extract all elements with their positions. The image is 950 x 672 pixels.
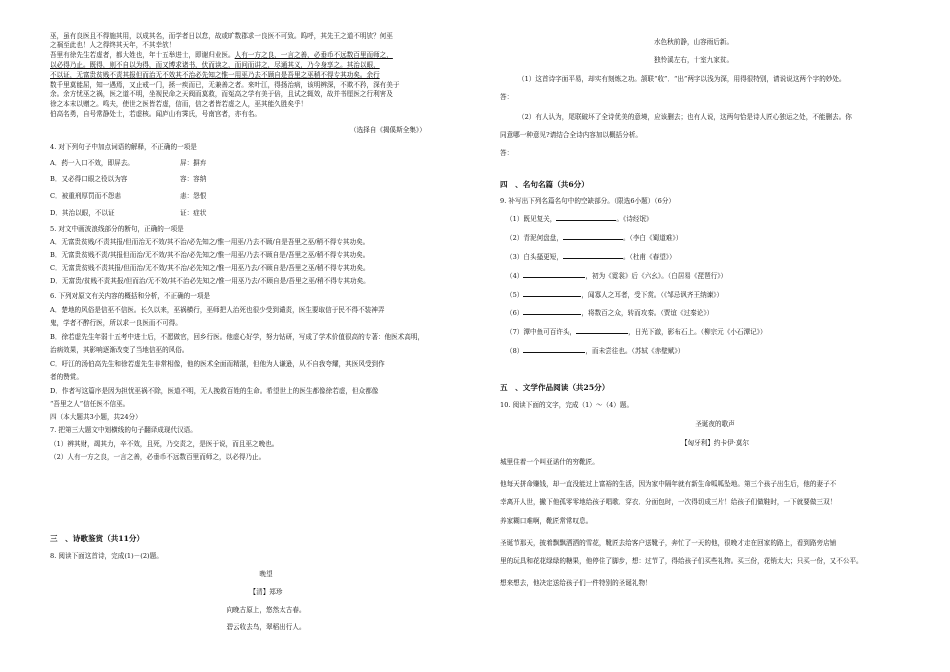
poem-line: 向晚古原上，悠然太古春。 [226, 606, 306, 614]
underlined-sentence: 人有一方之良，一言之善，必垂币不远数百里而师之， [234, 51, 393, 59]
q9-stem: 9. 补写出下列名篇名句中的空缺部分。（限选6小题）（6分） [500, 197, 676, 205]
fill-item: （2）青泥何盘盘， 。（李白《蜀道难》） [506, 234, 683, 242]
q4-option-b: B．又必得口眼之役以为容 容：容纳 [50, 175, 207, 183]
story-paragraph: 幸离开人世，撇下他孤零零地给孩子唱歌．穿衣．分面包时，一次得切成三片！给孩子们做鞋时，一下就要做三双！ [500, 498, 837, 506]
q6-option-line: 鬼，学者不醉行医，所以求一良医而不可得。 [50, 319, 182, 327]
answer-blank[interactable] [523, 308, 581, 315]
section-5-heading: 五 、文学作品阅读（共25分） [500, 383, 610, 392]
answer-label: 答： [500, 149, 514, 157]
story-title: 圣诞夜的歌声 [695, 420, 735, 428]
q4-stem: 4. 对下列句子中加点词语的解释，不正确的一项是 [50, 143, 197, 151]
q5-option-d: D．无富贵/贫贱不责其报/但而治/无不效/其不治必先知之/惟一用巫乃去/不顾自是/吾里之巫/稍不得专其功矣。 [50, 277, 370, 285]
q6-option-line: C．吁江的汤伯高先生和徐若虚先生非常相像，他的医术全面而精湛，但他为人谦逊，从不自我夸耀，其医风受到作 [50, 360, 385, 368]
q8-sub2-cont: 同意哪一种意见?请结合全诗内容加以概括分析。 [500, 131, 643, 139]
story-paragraph: 圣诞节那天，披着飘飘洒洒的雪花，靴匠去给客户送靴子，奔忙了一天的他，很晚才走在回家的路上，看到路旁店铺 [500, 539, 837, 547]
passage-line: 吾里有徐先生若虚者，都大姓也，年十五举进士，即谢归业医。人有一方之良，一言之善，必垂币不远数百里而师之， [50, 51, 393, 59]
fill-item: （3）白头搔更短， 。（杜甫《春望》） [506, 253, 676, 261]
section-4-heading: 四 、名句名篇（共6分） [500, 180, 589, 189]
poem-line: 碧云收去鸟，翠稻出行人。 [226, 623, 306, 631]
q6-option-line: D．作者写这篇序是因为担忧巫祸不除，医道不明，无人挽救百姓的生命。希望世上的医生都像徐若虚，但众都像 [50, 387, 379, 395]
q5-option-b: B．无富贵贫贱不责/其报但而治/无不效/其不治/必先知之/惟一用巫/乃去不顾自是/吾里之巫/稍不得专其功矣。 [50, 251, 370, 259]
q8-sub1: （1）这首诗字面平易，却实有刻炼之功。颔联“收”．“出”两字以浅为深，用得很特别，请说说这两个字的妙处。 [518, 75, 846, 83]
story-paragraph: 养家糊口难啊，靴匠常常叹息。 [500, 517, 593, 525]
poem-title: 晚望 [259, 570, 273, 578]
q7-stem: 7. 把第三大题文中划横线的句子翻译成现代汉语。 [50, 426, 197, 434]
answer-blank[interactable] [576, 327, 628, 334]
story-author: 【匈牙利】约卡伊·莫尔 [680, 439, 750, 447]
answer-label: 答： [500, 93, 514, 101]
poem-line: 水色秋前静，山容雨后新。 [654, 38, 734, 46]
fill-item: （8） ，而未尝往也。（苏轼《赤壁赋》） [506, 347, 685, 355]
answer-blank[interactable] [523, 271, 585, 278]
q5-stem: 5. 对文中画波浪线部分的断句，正确的一项是 [50, 225, 184, 233]
q5-option-a: A．无富贵贫贱/不责其报/但而治无不效/其不治/必先知之/惟一用巫/乃去不顾/自是吾里之巫/稍不得专其功矣。 [50, 238, 370, 246]
answer-blank[interactable] [556, 214, 616, 221]
source-note: （选择自《揭傒斯全集》） [350, 126, 426, 134]
q4-option-a: A．药一入口不效，即屏去。 屏：摒弃 [50, 159, 207, 167]
fill-item: （4） ，初为《霓裳》后《六幺》。（白居易《琵琶行》） [506, 272, 728, 280]
answer-blank[interactable] [523, 346, 585, 353]
q7-item: （1）辨其财，竭其力，辛不效，且死，乃交责之，是医于说，而且巫之晚也。 [50, 440, 279, 448]
fill-item: （5） ，闻寡人之耳者，受下赏。（《邹忌讽齐王纳谏》） [506, 291, 724, 299]
passage-line: 数千里莫能屈，知一遇焉，又止戒一门，拯一疾而已，无兼善之者。来叶江，得扬治病，该明辨深，不欺不矜，深有美于 [50, 81, 400, 89]
passage-line: 余。余方忧巫之祸，医之道不明，坐视民命之天阀而莫救，而冤高之学有美于倍，且试之辄效，故并书厘医之行利害及 [50, 90, 393, 98]
q4-option-c: C．被重刑厚罚而不怨恚 恚：怨恨 [50, 192, 207, 200]
part4-label: 四（本大题共3小题，共24分） [50, 413, 142, 421]
passage-line: 之祸至此也！人之得终其天年，不其幸欤！ [50, 41, 176, 49]
passage-line: 伯高名勇，自号常静处士，若虚核。闻庐山有霁氏，号南宫者，亦有名。 [50, 110, 261, 118]
section-3-heading: 三 、诗歌鉴赏（共11分） [50, 534, 145, 543]
q7-item: （2）人有一方之良，一言之善，必垂币不远数百里而师之，以必得乃止。 [50, 453, 266, 461]
wavy-line-passage: 不以证，无富贵贫贱不责其报但而治无不效其不治必先知之惟一用巫乃去不顾自是吾里之巫稍不得专其功矣。余行 [50, 71, 380, 79]
q6-option-line: B．徐若虚先生年弱十五考中进士后，不愿做官，回乡行医。他虚心好学，努力钻研，写成了学术价值很高的专著：他医术高明， [50, 333, 425, 341]
q6-option-line: 治病效果，其影响逐渐改变了当地信巫的风俗。 [50, 346, 189, 354]
q6-option-line: A．楚地的风俗是信巫不信医。长久以来，巫祸横行，巫师把人治死也很少受到谴责，医生要取信于民不得不装神弄 [50, 306, 385, 314]
poem-author: 【清】郑珍 [249, 588, 283, 596]
q5-option-c: C．无富贵贫贱不责其报/但而治/无不效/其不治/必先知之/惟一用巫乃去/不顾自是/吾里之巫/稍不得专其功矣。 [50, 264, 370, 272]
poem-line: 独怜溪左右，十室九家贫。 [654, 56, 734, 64]
q6-stem: 6. 下列对原文有关内容的概括和分析，不正确的一项是 [50, 292, 211, 300]
answer-blank[interactable] [563, 233, 623, 240]
passage-line: 徐之本末以赠之。鸣夫，使世之医皆若虚，信而，信之者皆若虚之人，巫其能久胜矣乎！ [50, 100, 308, 108]
q10-stem: 10. 阅读下面的文字，完成（1）～（4）题。 [500, 401, 634, 409]
passage-line: 以必得乃止。既得，则不自以为得，而又博求诸书，伏而读之，而问而讲之，尽通其义，乃今身享之。其治以眼， [50, 61, 380, 69]
fill-item: （6） ，将数百之众，转而攻秦。（贾谊《过秦论》） [506, 309, 714, 317]
fill-item: （1）既见复关， 。《诗经氓》 [506, 215, 653, 223]
story-paragraph: 城里住着一个叫亚诺什的穷靴匠。 [500, 458, 599, 466]
q8-stem: 8. 阅读下面这首诗，完成(1)－(2)题。 [50, 552, 163, 560]
story-paragraph: 想来想去，他决定送给孩子们一件特别的圣诞礼物！ [500, 579, 652, 587]
fill-item: （7）潭中鱼可百许头， ，日光下澈，影布石上。（柳宗元《小石潭记》） [506, 328, 767, 336]
story-paragraph: 他每天拼命赚钱，却一直没能过上富裕的生活，因为家中隔年就有新生命呱呱坠地。第三个孩子出生后，他的妻子不 [500, 480, 837, 488]
q6-option-line: “吾里之人”信任医不信巫。 [50, 400, 130, 408]
story-paragraph: 里的玩具和花花绿绿的糖果，他停住了脚步，想：过节了，得给孩子们买些礼物。买三份，花销太大；只买一份，又不公平。 [500, 557, 863, 565]
passage-line: 巫，虽有良医且不得施其用，以成其名，而学者日以怠，故或旷数郡求一良医不可致。呜呼，其先王之道不明欤？何巫 [50, 32, 393, 40]
answer-blank[interactable] [523, 290, 581, 297]
answer-blank[interactable] [563, 252, 623, 259]
q6-option-line: 者的赞赏。 [50, 373, 83, 381]
q8-sub2: （2）有人认为，尾联破坏了全诗优美的意境，应该删去；也有人说，这两句恰是诗人匠心独运之处，不能删去。你 [518, 113, 852, 121]
q4-option-d: D．其治以眼，不以证 证：症状 [50, 209, 207, 217]
